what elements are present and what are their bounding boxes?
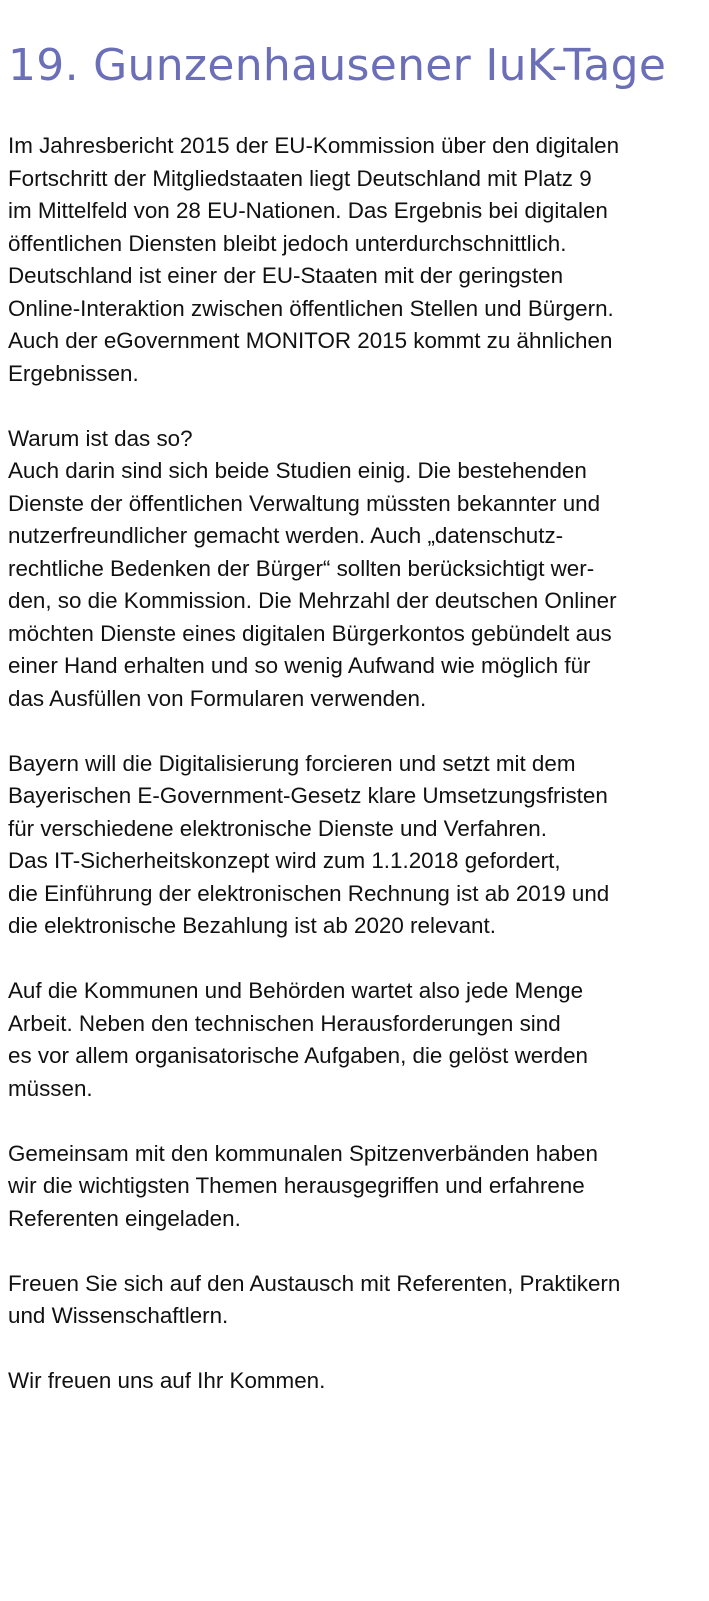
text-line: den, so die Kommission. Die Mehrzahl der deutschen Onliner (8, 588, 617, 613)
paragraph (8, 1138, 703, 1236)
text-line: Bayern will die Digitalisierung forcieren und setzt mit dem (8, 750, 576, 776)
text-line: Online-Interaktion zwischen öffentlichen Stellen und Bürgern. (8, 295, 614, 321)
text-line: Das IT-Sicherheitskonzept wird zum 1.1.2018 gefordert, (8, 848, 561, 873)
text-line: Ergebnissen. (8, 360, 139, 386)
text-line: Arbeit. Neben den technischen Herausforderungen sind (8, 1010, 561, 1036)
text-line: Auch der eGovernment MONITOR 2015 kommt zu ähnlichen (8, 328, 613, 353)
paragraph (8, 748, 703, 943)
text-line: für verschiedene elektronische Dienste und Verfahren. (8, 815, 547, 841)
text-line: Warum ist das so? (8, 425, 193, 451)
text-line: Bayerischen E-Government-Gesetz klare Umsetzungsfristen (8, 783, 608, 808)
text-line: Deutschland ist einer der EU-Staaten mit der geringsten (8, 263, 564, 288)
text-line: es vor allem organisatorische Aufgaben, die gelöst werden (8, 1043, 589, 1068)
text-line: die Einführung der elektronischen Rechnung ist ab 2019 und (8, 880, 610, 906)
paragraph (8, 423, 703, 716)
text-line: einer Hand erhalten und so wenig Aufwand wie möglich für (8, 653, 591, 678)
text-line: möchten Dienste eines digitalen Bürgerkontos gebündelt aus (8, 620, 612, 646)
body-text (8, 130, 703, 1398)
text-line: Im Jahresbericht 2015 der EU-Kommission über den digitalen (8, 133, 620, 158)
page-title: 19. Gunzenhausener IuK-Tage (8, 40, 667, 91)
text-line: Dienste der öffentlichen Verwaltung müssten bekannter und (8, 490, 601, 516)
text-line: rechtliche Bedenken der Bürger“ sollten berücksichtigt wer- (8, 555, 595, 581)
text-line: müssen. (8, 1075, 93, 1101)
text-line: öffentlichen Diensten bleibt jedoch unterdurchschnittlich. (8, 230, 567, 256)
paragraph (8, 1268, 703, 1333)
text-line: Referenten eingeladen. (8, 1205, 241, 1231)
text-line: wir die wichtigsten Themen herausgegriffen und erfahrene (8, 1173, 585, 1198)
text-line: die elektronische Bezahlung ist ab 2020 relevant. (8, 913, 496, 938)
document-page (8, 0, 703, 1430)
text-line: Auch darin sind sich beide Studien einig. Die bestehenden (8, 458, 587, 483)
paragraph (8, 975, 703, 1105)
text-line: Fortschritt der Mitgliedstaaten liegt Deutschland mit Platz 9 (8, 165, 592, 191)
text-line: nutzerfreundlicher gemacht werden. Auch „datenschutz- (8, 523, 564, 548)
paragraph (8, 1365, 703, 1398)
text-line: Wir freuen uns auf Ihr Kommen. (8, 1368, 326, 1393)
text-line: Auf die Kommunen und Behörden wartet also jede Menge (8, 978, 584, 1003)
text-line: im Mittelfeld von 28 EU-Nationen. Das Ergebnis bei digitalen (8, 198, 608, 223)
text-line: das Ausfüllen von Formularen verwenden. (8, 685, 427, 711)
text-line: Gemeinsam mit den kommunalen Spitzenverbänden haben (8, 1140, 598, 1166)
text-line: und Wissenschaftlern. (8, 1303, 229, 1328)
text-line: Freuen Sie sich auf den Austausch mit Referenten, Praktikern (8, 1270, 621, 1296)
paragraph (8, 130, 703, 390)
